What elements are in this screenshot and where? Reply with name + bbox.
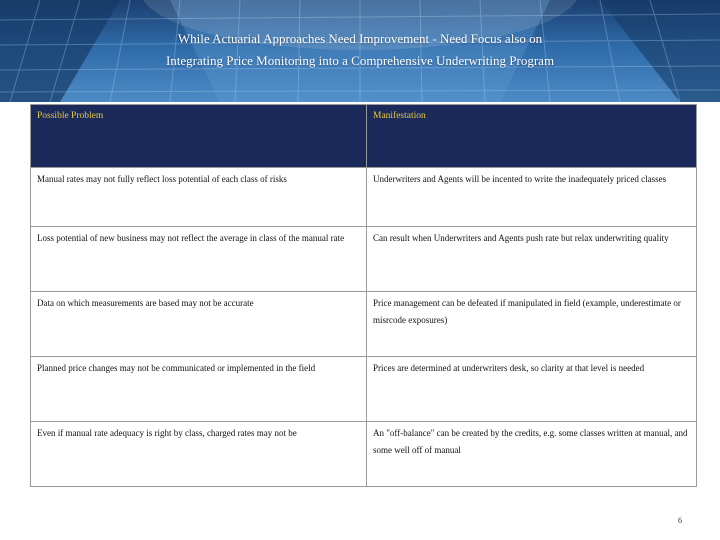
problem-cell: Manual rates may not fully reflect loss potential of each class of risks (31, 168, 367, 227)
manifestation-cell: An "off-balance" can be created by the credits, e.g. some classes written at manual, and some well off of manual (367, 422, 697, 487)
manifestation-cell: Can result when Underwriters and Agents push rate but relax underwriting quality (367, 227, 697, 292)
problem-cell: Planned price changes may not be communicated or implemented in the field (31, 357, 367, 422)
table-row (31, 227, 697, 292)
table-row (31, 357, 697, 422)
manifestation-cell: Prices are determined at underwriters desk, so clarity at that level is needed (367, 357, 697, 422)
problem-cell: Even if manual rate adequacy is right by class, charged rates may not be (31, 422, 367, 487)
building-banner (0, 0, 720, 102)
problem-cell: Data on which measurements are based may not be accurate (31, 292, 367, 357)
header-manifestation: Manifestation (367, 105, 697, 168)
problem-table (30, 104, 697, 487)
manifestation-cell: Price management can be defeated if manipulated in field (example, underestimate or misrcode exposures) (367, 292, 697, 357)
title-line-1: While Actuarial Approaches Need Improvement - Need Focus also on (177, 31, 543, 46)
table-row (31, 292, 697, 357)
title-line-2: Integrating Price Monitoring into a Comprehensive Underwriting Program (165, 53, 555, 68)
table-row (31, 422, 697, 487)
problem-cell: Loss potential of new business may not reflect the average in class of the manual rate (31, 227, 367, 292)
table-row (31, 168, 697, 227)
page-number: 6 (678, 516, 682, 525)
manifestation-cell: Underwriters and Agents will be incented to write the inadequately priced classes (367, 168, 697, 227)
header-possible-problem: Possible Problem (31, 105, 367, 168)
slide-title (0, 28, 720, 72)
table-header-row (31, 105, 697, 168)
